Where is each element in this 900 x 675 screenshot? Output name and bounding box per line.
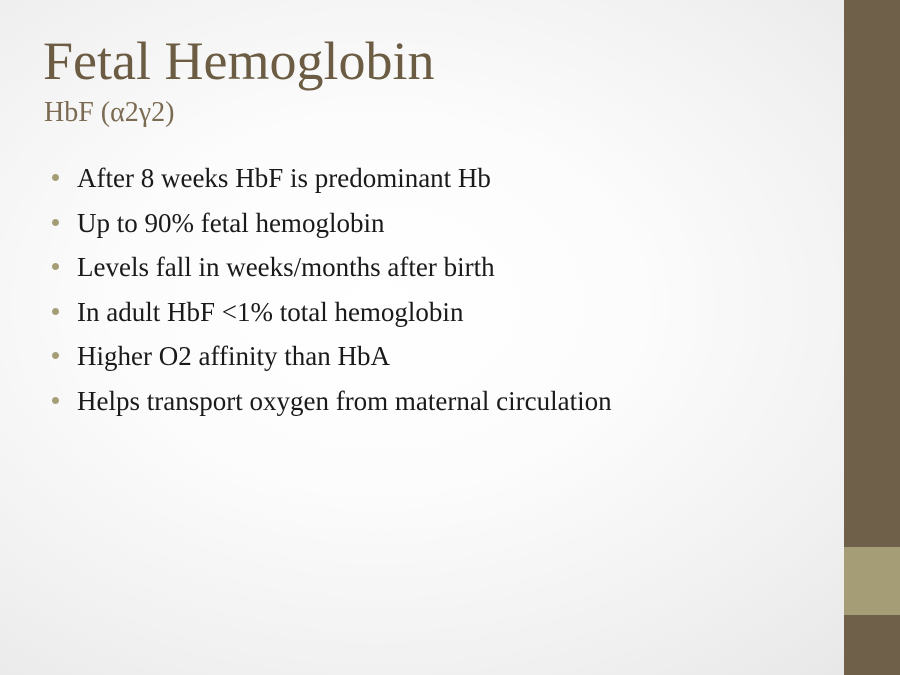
bullet-text: In adult HbF <1% total hemoglobin [77, 296, 464, 327]
bullet-icon [52, 219, 59, 226]
bullet-icon [52, 308, 59, 315]
bullet-icon [52, 397, 59, 404]
bullet-text: Levels fall in weeks/months after birth [77, 252, 495, 282]
bullet-text: Higher O2 affinity than HbA [77, 341, 390, 371]
bullet-text: Up to 90% fetal hemoglobin [77, 207, 385, 238]
slide-subtitle: HbF (α2γ2) [44, 97, 175, 128]
side-decoration-accent [844, 547, 900, 615]
bullet-icon [52, 352, 59, 359]
bullet-text: Helps transport oxygen from maternal circulation [77, 385, 612, 416]
slide-title: Fetal Hemoglobin [43, 31, 435, 91]
bullet-icon [52, 263, 59, 270]
bullet-text: After 8 weeks HbF is predominant Hb [77, 163, 491, 193]
bullet-icon [52, 174, 59, 181]
